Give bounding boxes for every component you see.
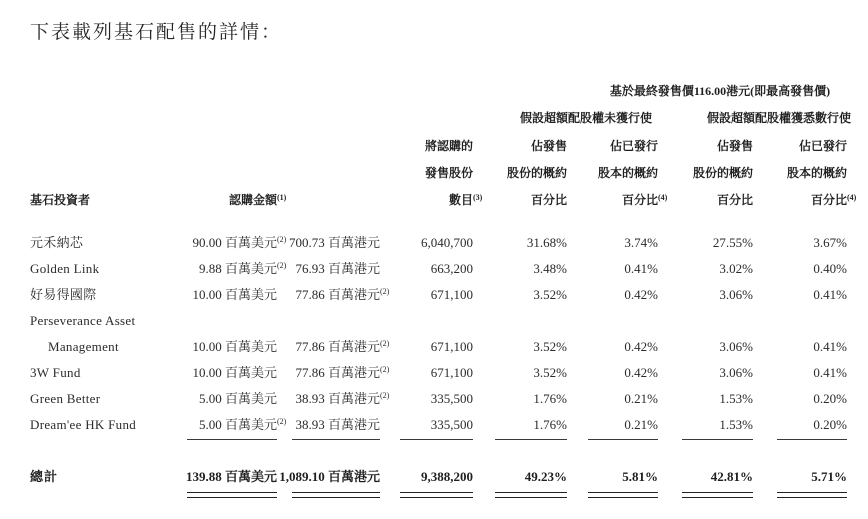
pct-offer-full-exercise-column-header: 佔發售 股份的概約 百分比 (692, 139, 753, 207)
pct-offer-shares-full-exercise: 1.53% (719, 391, 753, 406)
total-pct-issued-full-exercise: 5.71% (811, 469, 847, 484)
rule-line (588, 439, 658, 440)
double-rule-line (187, 492, 277, 498)
page-title: 下表載列基石配售的詳情： (30, 22, 283, 43)
pct-issued-capital-no-exercise: 0.21% (624, 391, 658, 406)
total-label: 總計 (30, 469, 59, 484)
offer-shares-count: 335,500 (430, 417, 473, 432)
pct-issued-capital-no-exercise: 0.42% (624, 339, 658, 354)
offer-shares-column-header: 將認購的 發售股份 數目 (3) (424, 139, 483, 207)
pct-issued-capital-full-exercise: 0.41% (813, 365, 847, 380)
table-row (30, 282, 847, 308)
total-row (30, 464, 847, 490)
pct-offer-shares-full-exercise: 3.06% (719, 287, 753, 302)
subscription-usd: 9.88 百萬美元 (2) (198, 261, 287, 276)
pct-issued-capital-no-exercise: 0.41% (624, 261, 658, 276)
pct-issued-no-exercise-column-header: 佔已發行 股本的概約 百分比 (4) (597, 139, 668, 207)
subscription-hkd: 77.86 百萬港元 (2) (295, 339, 390, 354)
column-rules (30, 438, 847, 440)
subscription-usd: 10.00 百萬美元 (192, 339, 277, 354)
double-rule-line (292, 492, 380, 498)
investor-name: Green Better (30, 391, 101, 406)
rule-line (292, 439, 380, 440)
offer-shares-count: 663,200 (430, 261, 473, 276)
double-rule-line (495, 492, 567, 498)
footnote-ref: (4) (658, 193, 668, 202)
investor-name: Perseverance Asset Management (30, 313, 136, 354)
total-double-rules (30, 492, 847, 498)
scenario-full-exercise-header: 假設超額配股權獲悉數行使 (706, 111, 851, 125)
table-row (30, 230, 847, 256)
subscription-amount-column-header: 認購金額 (1) (228, 193, 287, 207)
pct-offer-shares-no-exercise: 3.52% (533, 339, 567, 354)
investor-name: 好易得國際 (30, 287, 97, 302)
footnote-ref: (1) (277, 193, 287, 202)
footnote-ref: (4) (847, 193, 857, 202)
total-pct-issued-no-exercise: 5.81% (622, 469, 658, 484)
table-row (30, 360, 847, 386)
offer-shares-count: 335,500 (430, 391, 473, 406)
footnote-ref: (2) (277, 417, 287, 426)
double-rule-line (588, 492, 658, 498)
pct-issued-capital-full-exercise: 0.20% (813, 417, 847, 432)
offer-shares-count: 671,100 (430, 339, 473, 354)
pct-issued-capital-full-exercise: 0.41% (813, 339, 847, 354)
pct-issued-capital-full-exercise: 3.67% (813, 235, 847, 250)
investor-name: 3W Fund (30, 365, 81, 380)
subscription-hkd: 77.86 百萬港元 (2) (295, 365, 390, 380)
pct-offer-no-exercise-column-header: 佔發售 股份的概約 百分比 (506, 139, 567, 207)
footnote-ref: (2) (380, 391, 390, 400)
subscription-usd: 10.00 百萬美元 (192, 365, 277, 380)
investor-name: 元禾納芯 (30, 235, 84, 250)
footnote-ref: (2) (380, 339, 390, 348)
double-rule-line (682, 492, 753, 498)
pct-offer-shares-no-exercise: 1.76% (533, 417, 567, 432)
double-rule-line (777, 492, 847, 498)
pct-issued-capital-full-exercise: 0.41% (813, 287, 847, 302)
footnote-ref: (2) (380, 365, 390, 374)
scenario-no-exercise-header: 假設超額配股權未獲行使 (519, 111, 652, 125)
rule-line (400, 439, 473, 440)
footnote-ref: (3) (473, 193, 483, 202)
pct-offer-shares-full-exercise: 3.02% (719, 261, 753, 276)
table-row (30, 308, 847, 360)
table-row (30, 386, 847, 412)
pct-offer-shares-no-exercise: 3.48% (533, 261, 567, 276)
double-rule-line (400, 492, 473, 498)
total-pct-offer-full-exercise: 42.81% (710, 469, 753, 484)
pct-offer-shares-full-exercise: 3.06% (719, 339, 753, 354)
pct-offer-shares-full-exercise: 27.55% (712, 235, 753, 250)
column-header-row (30, 133, 857, 214)
investor-name: Golden Link (30, 261, 100, 276)
subscription-hkd: 77.86 百萬港元 (2) (295, 287, 390, 302)
rule-line (682, 439, 753, 440)
pct-issued-capital-no-exercise: 3.74% (624, 235, 658, 250)
subscription-hkd: 38.93 百萬港元 (2) (295, 391, 390, 406)
pct-issued-capital-full-exercise: 0.20% (813, 391, 847, 406)
pct-offer-shares-no-exercise: 3.52% (533, 287, 567, 302)
table-row (30, 412, 847, 438)
offer-shares-count: 671,100 (430, 287, 473, 302)
rule-line (777, 439, 847, 440)
offer-shares-count: 671,100 (430, 365, 473, 380)
table-body (0, 230, 868, 438)
subscription-hkd: 76.93 百萬港元 (295, 261, 380, 276)
total-usd-amount: 139.88 百萬美元 (185, 469, 277, 484)
pct-issued-full-exercise-column-header: 佔已發行 股本的概約 百分比 (4) (786, 139, 857, 207)
price-basis-header: 基於最終發售價116.00港元(即最高發售價) (609, 84, 831, 98)
subscription-usd: 10.00 百萬美元 (192, 287, 277, 302)
pct-issued-capital-no-exercise: 0.42% (624, 365, 658, 380)
subscription-usd: 90.00 百萬美元 (2) (192, 235, 287, 250)
footnote-ref: (2) (277, 235, 287, 244)
footnote-ref: (2) (380, 287, 390, 296)
subscription-usd: 5.00 百萬美元 (198, 391, 277, 406)
pct-issued-capital-full-exercise: 0.40% (813, 261, 847, 276)
footnote-ref: (2) (277, 261, 287, 270)
subscription-usd: 5.00 百萬美元 (2) (198, 417, 287, 432)
total-offer-shares: 9,388,200 (421, 469, 473, 484)
subscription-hkd: 700.73 百萬港元 (288, 235, 380, 250)
pct-offer-shares-full-exercise: 1.53% (719, 417, 753, 432)
pct-offer-shares-no-exercise: 31.68% (526, 235, 567, 250)
pct-offer-shares-no-exercise: 3.52% (533, 365, 567, 380)
pct-offer-shares-full-exercise: 3.06% (719, 365, 753, 380)
investor-column-header: 基石投資者 (30, 193, 91, 207)
investor-name: Dream'ee HK Fund (30, 417, 137, 432)
offer-shares-count: 6,040,700 (421, 235, 473, 250)
subscription-hkd: 38.93 百萬港元 (295, 417, 380, 432)
rule-line (495, 439, 567, 440)
total-hkd-amount: 1,089.10 百萬港元 (279, 469, 380, 484)
subscription-amount-hkd-column-header (277, 133, 380, 214)
total-pct-offer-no-exercise: 49.23% (524, 469, 567, 484)
pct-issued-capital-no-exercise: 0.21% (624, 417, 658, 432)
pct-offer-shares-no-exercise: 1.76% (533, 391, 567, 406)
pct-issued-capital-no-exercise: 0.42% (624, 287, 658, 302)
rule-line (187, 439, 277, 440)
table-row (30, 256, 847, 282)
